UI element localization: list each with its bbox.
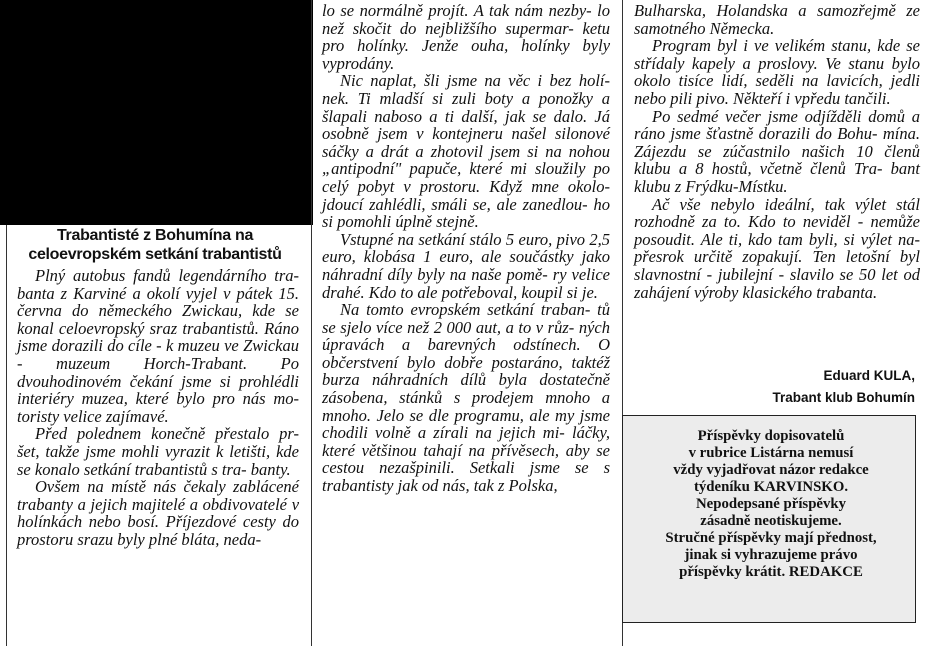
text-line: do prostoru srazu byly plné bláta, neda- xyxy=(17,512,299,549)
text-line: mnoho. Jelo se dle programu, ale my xyxy=(322,405,575,425)
text-line: samotného Německa. xyxy=(634,18,775,38)
article-column-1 xyxy=(17,267,299,549)
text-line: a ráno jsme šťastně dorazili do Bohu- xyxy=(634,106,920,144)
paragraph xyxy=(322,2,610,72)
text-line: okolo tisíce lidí, seděli na lavicích, jedli xyxy=(634,71,920,91)
text-line: v holínkách nebo bosí. Příjezdové cesty xyxy=(17,494,300,532)
text-line: lo se normálně projít. A tak nám nezby- xyxy=(322,1,592,20)
text-line: jsme chodili volně a zírali na jejich mi- xyxy=(322,405,611,443)
text-line: ketu pro holínky. Jenže ouha, holínky xyxy=(322,18,611,56)
text-line: nek. Ti mladší si zuli boty a ponožky a xyxy=(322,88,610,108)
text-line: zásobena, stánků s prodejem mnoho a xyxy=(322,388,610,408)
column-divider xyxy=(311,0,312,646)
text-line: dvouhodinovém čekání jsme si prohlédli xyxy=(17,371,299,391)
text-line: nebo pili pivo. Někteří i vpředu tančili. xyxy=(634,88,891,108)
text-line: ry velice drahé. Kdo to ale potřeboval, xyxy=(322,264,610,302)
text-line: tů se sjelo více než 2 000 aut, a to v růz- xyxy=(322,300,610,337)
text-line: toristy velice zajímavé. xyxy=(17,406,169,426)
text-line: se s trabantisty jak od nás, tak z Polska, xyxy=(322,458,610,496)
paragraph xyxy=(17,478,299,548)
text-line: osobně jsem v kontejneru našel silonové xyxy=(322,124,610,144)
text-line: sáčky a drát a zhotovil jsem si na nohou xyxy=(322,141,610,161)
notice-line: Nepodepsané příspěvky xyxy=(695,496,847,512)
text-line: Nic naplat, šli jsme na věc i bez holí- xyxy=(340,71,610,91)
text-line: mína. Zájezdu se zúčastnilo našich 10 xyxy=(634,124,920,161)
paragraph xyxy=(17,425,299,478)
author-name: Eduard KULA, xyxy=(823,368,915,383)
author-club: Trabant klub Bohumín xyxy=(772,390,915,405)
editorial-notice-text xyxy=(643,428,899,581)
text-line: přesrok určitě zopakují. Ten letošní byl xyxy=(634,247,920,267)
headline-line: Trabantisté z Bohumína na xyxy=(56,227,254,244)
notice-line: v rubrice Listárna nemusí xyxy=(688,445,854,461)
article-column-2 xyxy=(322,2,610,495)
paragraph xyxy=(634,2,920,37)
text-line: Před polednem konečně přestalo pr- xyxy=(35,424,299,444)
headline-line: celoevropském setkání trabantistů xyxy=(28,246,282,263)
author-signature xyxy=(634,365,915,409)
text-line: slavnostní - jubilejní - slavilo se 50 let od xyxy=(634,264,920,284)
paragraph xyxy=(634,196,920,302)
text-line: trabanty a jejich majitelé a obdivovatelé xyxy=(17,494,287,514)
text-line: šlapali naboso a ti další, jak se dalo. Já xyxy=(322,106,610,126)
text-line: interiéry muzea, které bylo pro nás mo- xyxy=(17,389,299,409)
notice-line: týdeníku KARVINSKO. xyxy=(693,479,849,495)
text-line: jako náhradní díly byly na naše pomě- xyxy=(322,247,610,284)
text-line: burza náhradních dílů byla dostatečně xyxy=(322,370,610,390)
text-line: Vstupné na setkání stálo 5 euro, pivo xyxy=(340,229,586,249)
text-line: rozhodně za to. Kdo to neviděl - nemůže xyxy=(634,212,920,232)
text-line: posoudit. Ale ti, kdo tam byli, si výlet na- xyxy=(634,229,920,249)
text-line: Bulharska, Holandska a samozřejmě ze xyxy=(634,1,920,20)
notice-line: vždy vyjadřovat názor redakce xyxy=(673,462,869,478)
text-line: „antipodní" papuče, které mi sloužily po xyxy=(322,159,610,179)
text-line: kde se konalo setkání trabantistů s tra- xyxy=(17,441,299,479)
text-line: banta z Karviné a okolí vyjel v pátek xyxy=(17,283,273,303)
text-line: Ač vše nebylo ideální, tak výlet stál xyxy=(652,194,920,214)
text-line: byly vyprodány. xyxy=(322,36,611,73)
text-line: koupil si je. xyxy=(521,282,598,302)
text-line: aby se cestou nezašpinili. Setkali jsme xyxy=(322,440,611,478)
notice-line: Příspěvky dopisovatelů xyxy=(697,428,845,444)
text-line: 15. června do německého Zwickau, kde xyxy=(17,283,300,321)
text-line: Plný autobus fandů legendárního tra- xyxy=(35,266,299,285)
notice-line: zásadně neotiskujeme. xyxy=(700,513,842,529)
notice-line: jinak si vyhrazujeme právo xyxy=(684,547,858,563)
article-headline xyxy=(24,226,286,264)
notice-line: příspěvky krátit. REDAKCE xyxy=(679,564,863,580)
paragraph xyxy=(322,72,610,230)
text-line: se konal celoevropský sraz trabantistů. xyxy=(17,301,299,338)
text-line: Program byl i ve velikém stanu, kde se xyxy=(652,36,920,56)
text-line: šet, takže jsme mohli vyrazit k letišti, xyxy=(17,441,271,461)
text-line: bant klubu z Frýdku-Místku. xyxy=(634,159,920,196)
text-line: láčky, které většinou tahají na přívěsech, xyxy=(322,423,611,460)
text-line: banty. xyxy=(250,459,291,479)
text-line: 2,5 euro, klobása 1 euro, ale součástky xyxy=(322,229,610,267)
left-edge-rule xyxy=(6,225,7,646)
text-line: zahájení výroby klasického trabanta. xyxy=(634,282,878,302)
text-line: Po sedmé večer jsme odjížděli domů xyxy=(652,106,905,126)
text-line: občerstvení bylo dobře postaráno, taktéž xyxy=(322,352,610,372)
paragraph xyxy=(322,231,610,301)
text-line: ho si pomohli úplně stejně. xyxy=(322,194,610,232)
paragraph xyxy=(17,267,299,425)
text-line: Ovšem na místě nás čekaly zablácené xyxy=(35,477,299,497)
text-line: střídaly kapely a proslovy. Ve stanu bylo xyxy=(634,53,920,73)
article-photo xyxy=(0,0,313,225)
text-line: Na tomto evropském setkání traban- xyxy=(340,300,591,320)
text-line: celý pobyt v prostoru. Když mne okolo- xyxy=(322,176,610,196)
paragraph xyxy=(634,37,920,107)
paragraph xyxy=(322,301,610,495)
text-line: členů klubu a 8 hostů, včetně členů Tra- xyxy=(634,141,921,179)
text-line: jdoucí zahlédli, smáli se, ale zanedlou- xyxy=(322,194,588,214)
text-line: ných úpravách a barevných odstínech. O xyxy=(322,317,610,355)
editorial-notice-box xyxy=(622,415,916,623)
text-line: lo než skočit do nejbližšího supermar- xyxy=(322,1,611,38)
article-column-3 xyxy=(634,2,920,301)
paragraph xyxy=(634,108,920,196)
notice-line: Stručné příspěvky mají přednost, xyxy=(665,530,877,546)
text-line: Ráno jsme dorazili do cíle - k muzeu ve xyxy=(17,318,299,356)
text-line: Zwickau - muzeum Horch-Trabant. Po xyxy=(17,336,300,373)
